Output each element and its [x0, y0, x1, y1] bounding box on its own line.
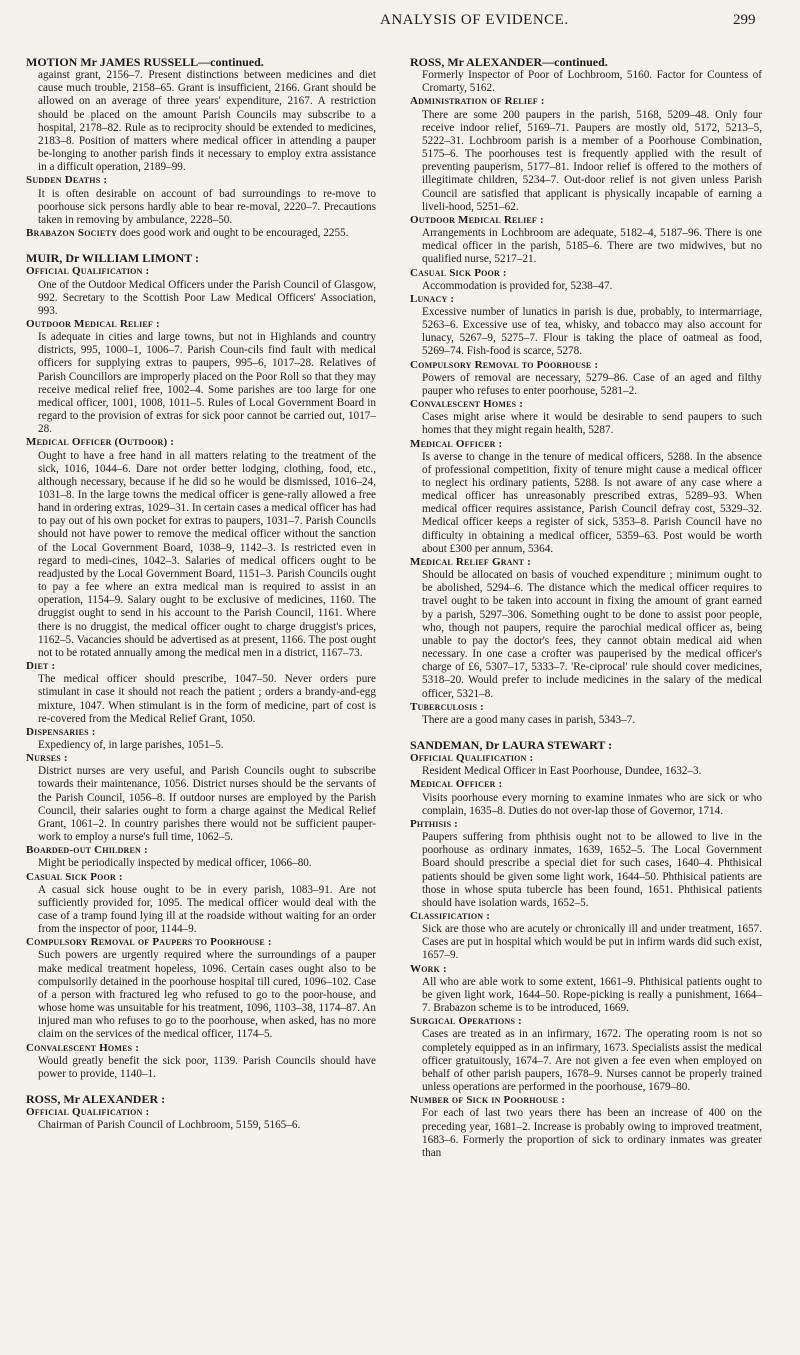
index-entry-text: Sick are those who are acutely or chronically ill and under treatment, 1657. Cases are put in hospital which would be put in infirm wards did such exist, 1657–9.	[422, 923, 762, 962]
index-subheading: Dispensaries :	[26, 725, 96, 738]
index-subheading: Casual Sick Poor :	[410, 266, 507, 279]
witness-heading: MUIR, Dr WILLIAM LIMONT :	[26, 251, 200, 266]
index-subheading: Number of Sick in Poorhouse :	[410, 1094, 566, 1107]
index-entry-text: Powers of removal are necessary, 5279–86. Case of an aged and filthy pauper who refuses to enter poorhouse, 5281–2.	[422, 371, 762, 397]
index-entry-text: A casual sick house ought to be in every parish, 1083–91. Are not sufficiently provided for, 1095. The medical officer would deal with the case of a tramp found lying ill at the roadside without waiting for an order from the inspector of poor, 1144–9.	[38, 883, 376, 936]
page-number: 299	[733, 12, 756, 28]
index-entry-text: Chairman of Parish Council of Lochbroom, 5159, 5165–6.	[38, 1119, 301, 1132]
index-subheading: Medical Officer (Outdoor) :	[26, 436, 175, 449]
index-subheading: Official Qualification :	[26, 265, 150, 278]
index-subheading: Official Qualification :	[26, 1106, 150, 1119]
witness-heading: MOTION Mr JAMES RUSSELL—continued.	[26, 55, 264, 69]
index-entry-text: It is often desirable on account of bad surroundings to re-move to poorhouse sick persons hardly able to bear re-moval, 2220–7. Precautions taken in removing by ambulance, 2228–50.	[38, 187, 376, 226]
witness-entries	[26, 265, 376, 1081]
index-entry-text: Paupers suffering from phthisis ought not to be allowed to live in the poorhouse as ordinary inmates, 1639, 1652–5. The Local Government Board should prescribe a special diet for such cases, 1640–4. Phthisical patients should be given some light work, 1644–50. Phthisical patients are those in whose sputa tubercle has been found, 1651. Phthisical patients should have isolation wards, 1652–5.	[422, 831, 762, 909]
index-entry-text: Is adequate in cities and large towns, but not in Highlands and country districts, 995, 1000–1, 1006–7. Parish Coun-cils find fault with medical officers for supplying extras to paupers, 995–6, 1017–28. Relatives of Parish Councillors are improperly placed on the Poor Roll so that they may receive medical relief free, 1002–4. Some parishes are too large for one medical officer, 1001, 1008, 1011–5. Rules of Local Government Board in regard to the provision of extras for sick poor cannot be carried out, 1017–28.	[38, 331, 376, 436]
index-entry-text: Cases might arise where it would be desirable to send paupers to such homes that they might regain health, 5287.	[422, 411, 762, 437]
index-subheading: Compulsory Removal to Poorhouse :	[410, 358, 599, 371]
index-entry-text: Ought to have a free hand in all matters relating to the treatment of the sick, 1016, 1044–6. Dare not order better lodging, clothing, food, etc., although necessary, because if he did so he would be dismissed, 1016–24, 1031–8. In the large towns the medical officer is gene-rally allowed a free hand in ordering extras, 1029–31. In certain cases a medical officer has had to pay out of his own pocket for extras to paupers, 1031–7. Parish Councils should not have power to remove the medical officer without the sanction of the Local Government Board, 1038–9, 1142–3. Is restricted even in regard to medi-cines, 1042–3. Salaries of medical officers ought to be readjusted by the Local Government Board, 1151–3. Parish Councils ought to pay a fee where an extra medical man is required to assist in an operation, 1154–9. Salary ought to be exclusive of medicines, 1160. The druggist ought to send in his account to the Parish Council, 1161. Where there is no druggist, the medical officer ought to charge druggist's prices, 1162–5. Vacancies should be advertised as at present, 1166. The post ought not to be rotated annually among the medical men in a district, 1167–73.	[38, 449, 376, 659]
left-column	[26, 56, 376, 1133]
index-subheading: Tuberculosis :	[410, 700, 484, 713]
witness-heading: ROSS, Mr ALEXANDER :	[26, 1092, 166, 1107]
index-subheading: Brabazon Society	[26, 227, 117, 240]
index-entry-text: Visits poorhouse every morning to examine inmates who are sick or who complain, 1635–8. Duties do not over-lap those of Governor, 1714.	[422, 791, 762, 817]
index-entry-text: All who are able work to some extent, 1661–9. Phthisical patients ought to be given light work, 1644–50. Rope-picking is really a punishment, 1664–7. Brabazon scheme is to be introduced, 1669.	[422, 975, 762, 1015]
index-subheading: Convalescent Homes :	[26, 1041, 140, 1054]
index-entry-text: There are some 200 paupers in the parish, 5168, 5209–48. Only four receive indoor relief, 5169–71. Paupers are mostly old, 5172, 5213–5, 5222–31. Lochbroom parish is a member of a Poorhouse Combination, 5175–6. The poorhouses test is frequently applied with the result of preventing pauperism, 5177–81. Indoor relief is offered to the mothers of illegitimate children, 5234–7. Out-door relief is not given unless Parish Council are satisfied that applicant is physically incapable of earning a liveli-hood, 5251–62.	[422, 108, 762, 213]
index-subheading: Nurses :	[26, 752, 68, 765]
index-entry-text: One of the Outdoor Medical Officers under the Parish Council of Glasgow, 992. Secretary to the Scottish Poor Law Medical Officers' Association, 993.	[38, 278, 376, 317]
index-entry-text: The medical officer should prescribe, 1047–50. Never orders pure stimulant in case it should not reach the patient ; orders a brandy-and-egg mixture, 1047. When stimulant is in the form of medicine, part of cost is re-covered from the Medical Relief Grant, 1050.	[38, 673, 376, 725]
index-subheading: Compulsory Removal of Paupers to Poorhouse :	[26, 936, 272, 949]
index-entry-text: There are a good many cases in parish, 5343–7.	[422, 713, 636, 726]
index-entry-text: Accommodation is provided for, 5238–47.	[422, 279, 613, 292]
index-entry-text: Excessive number of lunatics in parish is due, probably, to intermarriage, 5263–6. Excessive use of tea, whisky, and tobacco may also account for lunacy, 5267–9, 5275–7. Flour is taking the place of oatmeal as food, 5269–74. Fish-food is scarce, 5278.	[422, 305, 762, 358]
index-subheading: Casual Sick Poor :	[26, 870, 123, 883]
index-entry-text: District nurses are very useful, and Parish Councils ought to subscribe towards their maintenance, 1056. District nurses should be the servants of the Parish Council, 1056–8. If outdoor nurses are employed by the Parish Council, their salaries ought to form a charge against the Medical Relief Grant, 1061–2. In country parishes there would not be sufficient pauper-work to employ a nurse's full time, 1062–5.	[38, 765, 376, 844]
index-subheading: Boarded-out Children :	[26, 844, 148, 857]
running-head	[0, 12, 800, 36]
index-subheading: Surgical Operations :	[410, 1015, 522, 1028]
index-entry-text: Should be allocated on basis of vouched expenditure ; minimum ought to be abolished, 5294–6. The distance which the medical officer requires to travel ought to be taken into account in fixing the amount of grant earned by a parish, 5297–306. Something ought to be done to assist poor people, who, though not paupers, require the parochial medical officer as, being unable to pay the doctor's fees, they cannot obtain medical aid when necessary. In one case a crofter was pauperised by the medical officer's charge of £6, 5307–17, 5333–7. 'Re-ciprocal' rule should cover medicines, 5318–20. Would prefer to include medicines in the salary of the medical officer, 5321–8.	[422, 569, 762, 700]
index-entry-text: against grant, 2156–7. Present distinctions between medicines and diet cause much trouble, 2158–65. Grant is insufficient, 2166. Grant should be allowed on an average of three years' expenditure, 2167. A restriction should be placed on the amount Parish Councils may subscribe to a hospital, 2178–82. Rule as to reciprocity should be extended to medicines, 2183–8. Position of matters where medical officer in attending a pauper be-longing to another parish finds it necessary to employ extra assistance in a difficult operation, 2189–99.	[38, 69, 376, 174]
index-subheading: Convalescent Homes :	[410, 398, 524, 411]
index-entry-text: Formerly Inspector of Poor of Lochbroom, 5160. Factor for Countess of Cromarty, 5162.	[422, 69, 762, 95]
index-entry-text: Would greatly benefit the sick poor, 1139. Parish Councils should have power to provide, 1140–1.	[38, 1054, 376, 1080]
running-title: ANALYSIS OF EVIDENCE.	[380, 12, 569, 28]
index-subheading: Outdoor Medical Relief :	[26, 317, 160, 330]
witness-entries	[410, 95, 762, 727]
index-entry-text: Cases are treated as in an infirmary, 1672. The operating room is not so completely equipped as in an infirmary, 1673. Specialists assist the medical officer gratuitously, 1674–7. Are not given a fee even when employed on behalf of other parish paupers, 1678–9. Nurses cannot be properly trained unless operations are performed in the poorhouse, 1679–80.	[422, 1028, 762, 1094]
index-entry-text: Resident Medical Officer in East Poorhouse, Dundee, 1632–3.	[422, 765, 702, 778]
index-subheading: Work :	[410, 962, 447, 975]
index-entry-text: Arrangements in Lochbroom are adequate, 5182–4, 5187–96. There is one medical officer in the parish, 5185–6. There are two midwives, but no qualified nurse, 5217–21.	[422, 227, 762, 266]
index-subheading: Outdoor Medical Relief :	[410, 213, 544, 226]
index-entry-text: Might be periodically inspected by medical officer, 1066–80.	[38, 857, 312, 870]
index-entry-text: For each of last two years there has been an increase of 400 on the preceding year, 1681–2. Increase is probably owing to improved treatment, 1683–6. Formerly the proportion of sick to ordinary inmates was greater than	[422, 1107, 762, 1159]
index-entry-text: Is averse to change in the tenure of medical officers, 5288. In the absence of professional competition, fixity of tenure might cause a medical officer to neglect his ordinary patients, 5288. Is not aware of any case where a medical officer has unreasonably prescribed extras, 5289–93. When medical officer requires assistance, Parish Council defray cost, 5329–32. Medical officer keeps a register of sick, 5353–8. Parish Council have no difficulty in obtaining a medical officer, 5359–63. Post would be worth about £300 per annum, 5364.	[422, 450, 762, 555]
right-column	[410, 56, 762, 1160]
index-subheading: Medical Officer :	[410, 778, 503, 791]
index-subheading: Classification :	[410, 910, 491, 922]
witness-heading: SANDEMAN, Dr LAURA STEWART :	[410, 737, 613, 752]
index-subheading: Administration of Relief :	[410, 95, 545, 108]
index-entry-text: Such powers are urgently required where the surroundings of a pauper make medical treatment hopeless, 1096. Certain cases ought also to be compulsorily detained in the poorhouse hospital till cured, 1096–102. Case of a person with fractured leg who refused to go to the poor-house, and whose home was unsuitable for his treatment, 1096, 1103–38, 1174–87. An injured man who refuses to go to the poorhouse, when asked, has no more claim on the services of the medical officer, 1174–5.	[38, 949, 376, 1041]
index-subheading: Phthisis :	[410, 817, 459, 830]
index-subheading: Lunacy :	[410, 292, 455, 305]
index-subheading: Medical Relief Grant :	[410, 555, 531, 568]
index-subheading: Sudden Deaths :	[26, 174, 108, 187]
index-subheading: Diet :	[26, 660, 56, 673]
index-entry-text: Expediency of, in large parishes, 1051–5.	[38, 738, 224, 751]
index-entry	[26, 227, 376, 240]
index-subheading: Official Qualification :	[410, 752, 534, 765]
witness-heading: ROSS, Mr ALEXANDER—continued.	[410, 55, 608, 69]
index-entry-text: does good work and ought to be encouraged, 2255.	[116, 227, 349, 240]
index-subheading: Medical Officer :	[410, 437, 503, 450]
witness-entries	[410, 752, 762, 1160]
